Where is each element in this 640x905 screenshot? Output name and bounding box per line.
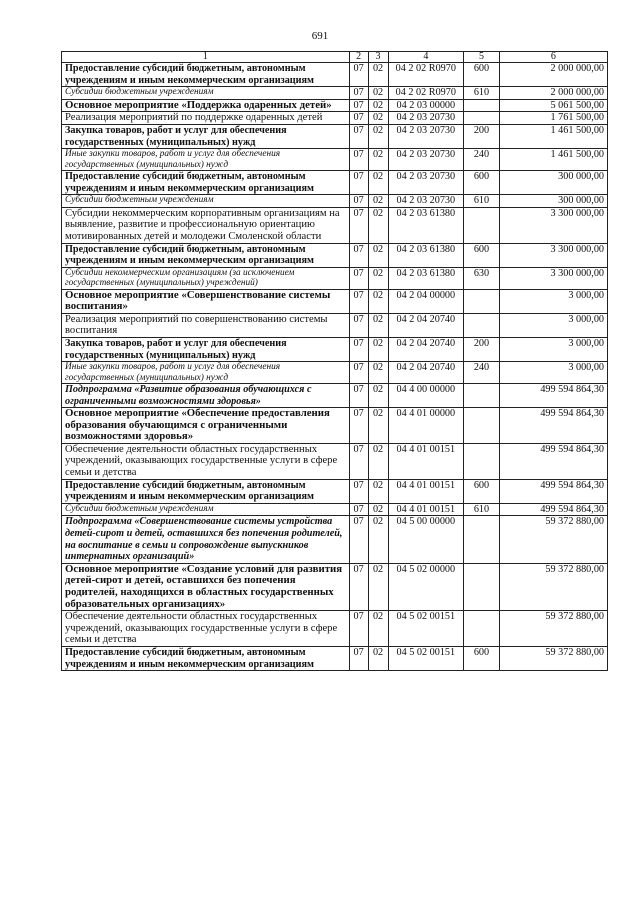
table-row xyxy=(62,337,608,361)
row-target-code: 04 2 02 R0970 xyxy=(388,87,464,100)
row-amount: 2 000 000,00 xyxy=(499,87,607,100)
row-expense-type: 600 xyxy=(464,479,500,503)
row-expense-type xyxy=(464,563,500,610)
row-amount: 1 461 500,00 xyxy=(499,149,607,171)
table-row xyxy=(62,408,608,444)
row-subsection: 02 xyxy=(368,646,388,670)
table-row xyxy=(62,362,608,384)
row-section: 07 xyxy=(349,646,368,670)
row-target-code: 04 2 03 20730 xyxy=(388,149,464,171)
table-row xyxy=(62,503,608,516)
row-name: Закупка товаров, работ и услуг для обеспечения государственных (муниципальных) нужд xyxy=(62,124,350,148)
row-section: 07 xyxy=(349,503,368,516)
row-subsection: 02 xyxy=(368,63,388,87)
row-section: 07 xyxy=(349,362,368,384)
row-target-code: 04 2 03 61380 xyxy=(388,207,464,243)
table-row xyxy=(62,267,608,289)
row-name: Субсидии бюджетным учреждениям xyxy=(62,195,350,208)
row-expense-type: 610 xyxy=(464,195,500,208)
row-subsection: 02 xyxy=(368,443,388,479)
row-section: 07 xyxy=(349,563,368,610)
row-target-code: 04 5 02 00151 xyxy=(388,611,464,647)
table-row xyxy=(62,87,608,100)
row-name: Предоставление субсидий бюджетным, автономным учреждениям и иным некоммерческим организациям xyxy=(62,170,350,194)
row-section: 07 xyxy=(349,170,368,194)
row-name: Основное мероприятие «Создание условий для развития детей-сирот и детей, оставшихся без попечения родителей, находящихся в областных государственных образовательных организациях» xyxy=(62,563,350,610)
row-target-code: 04 2 03 61380 xyxy=(388,243,464,267)
row-section: 07 xyxy=(349,99,368,112)
header-col-3: 3 xyxy=(368,52,388,63)
row-subsection: 02 xyxy=(368,408,388,444)
row-name: Предоставление субсидий бюджетным, автономным учреждениям и иным некоммерческим организациям xyxy=(62,479,350,503)
row-target-code: 04 2 03 20730 xyxy=(388,124,464,148)
row-name: Субсидии некоммерческим организациям (за исключением государственных (муниципальных) учреждений) xyxy=(62,267,350,289)
row-name: Предоставление субсидий бюджетным, автономным учреждениям и иным некоммерческим организациям xyxy=(62,243,350,267)
row-amount: 1 461 500,00 xyxy=(499,124,607,148)
row-name: Иные закупки товаров, работ и услуг для обеспечения государственных (муниципальных) нужд xyxy=(62,362,350,384)
row-subsection: 02 xyxy=(368,383,388,407)
row-amount: 3 300 000,00 xyxy=(499,267,607,289)
table-row xyxy=(62,63,608,87)
row-target-code: 04 4 01 00151 xyxy=(388,443,464,479)
row-section: 07 xyxy=(349,443,368,479)
row-name: Иные закупки товаров, работ и услуг для обеспечения государственных (муниципальных) нужд xyxy=(62,149,350,171)
row-amount: 3 000,00 xyxy=(499,337,607,361)
row-expense-type xyxy=(464,99,500,112)
row-section: 07 xyxy=(349,313,368,337)
table-row xyxy=(62,516,608,563)
row-amount: 499 594 864,30 xyxy=(499,503,607,516)
row-expense-type: 200 xyxy=(464,337,500,361)
row-section: 07 xyxy=(349,207,368,243)
row-target-code: 04 5 02 00000 xyxy=(388,563,464,610)
row-expense-type: 240 xyxy=(464,149,500,171)
row-name: Подпрограмма «Совершенствование системы устройства детей-сирот и детей, оставшихся без попечения родителей, на воспитание в семьи и сопровождение выпускников интернатных организаций» xyxy=(62,516,350,563)
row-subsection: 02 xyxy=(368,337,388,361)
row-expense-type: 240 xyxy=(464,362,500,384)
header-col-2: 2 xyxy=(349,52,368,63)
row-section: 07 xyxy=(349,112,368,125)
table-row xyxy=(62,195,608,208)
row-target-code: 04 2 04 20740 xyxy=(388,362,464,384)
row-target-code: 04 2 03 20730 xyxy=(388,112,464,125)
row-amount: 3 000,00 xyxy=(499,289,607,313)
row-subsection: 02 xyxy=(368,170,388,194)
row-expense-type: 610 xyxy=(464,87,500,100)
table-row xyxy=(62,149,608,171)
row-expense-type xyxy=(464,289,500,313)
table-row xyxy=(62,124,608,148)
row-expense-type xyxy=(464,611,500,647)
row-name: Субсидии бюджетным учреждениям xyxy=(62,503,350,516)
row-subsection: 02 xyxy=(368,611,388,647)
row-amount: 59 372 880,00 xyxy=(499,516,607,563)
row-expense-type: 200 xyxy=(464,124,500,148)
row-expense-type xyxy=(464,516,500,563)
row-expense-type xyxy=(464,207,500,243)
row-amount: 3 300 000,00 xyxy=(499,243,607,267)
row-amount: 3 000,00 xyxy=(499,313,607,337)
row-name: Основное мероприятие «Обеспечение предоставления образования обучающимся с ограниченными возможностями здоровья» xyxy=(62,408,350,444)
row-target-code: 04 2 04 00000 xyxy=(388,289,464,313)
table-header-row xyxy=(62,52,608,63)
row-section: 07 xyxy=(349,124,368,148)
row-target-code: 04 4 01 00000 xyxy=(388,408,464,444)
row-section: 07 xyxy=(349,289,368,313)
table-row xyxy=(62,479,608,503)
row-expense-type xyxy=(464,408,500,444)
row-expense-type: 600 xyxy=(464,63,500,87)
table-row xyxy=(62,243,608,267)
row-amount: 300 000,00 xyxy=(499,170,607,194)
row-subsection: 02 xyxy=(368,479,388,503)
row-subsection: 02 xyxy=(368,124,388,148)
row-name: Обеспечение деятельности областных государственных учреждений, оказывающих государственные услуги в сфере семьи и детства xyxy=(62,443,350,479)
row-target-code: 04 5 00 00000 xyxy=(388,516,464,563)
row-target-code: 04 4 00 00000 xyxy=(388,383,464,407)
table-body xyxy=(62,63,608,671)
row-target-code: 04 2 03 61380 xyxy=(388,267,464,289)
row-section: 07 xyxy=(349,63,368,87)
row-subsection: 02 xyxy=(368,195,388,208)
row-expense-type: 610 xyxy=(464,503,500,516)
row-expense-type: 600 xyxy=(464,170,500,194)
table-row xyxy=(62,170,608,194)
row-subsection: 02 xyxy=(368,362,388,384)
row-subsection: 02 xyxy=(368,267,388,289)
row-name: Субсидии бюджетным учреждениям xyxy=(62,87,350,100)
row-expense-type xyxy=(464,443,500,479)
row-amount: 59 372 880,00 xyxy=(499,611,607,647)
row-subsection: 02 xyxy=(368,112,388,125)
row-target-code: 04 2 03 20730 xyxy=(388,195,464,208)
row-target-code: 04 2 04 20740 xyxy=(388,337,464,361)
row-amount: 3 300 000,00 xyxy=(499,207,607,243)
row-target-code: 04 4 01 00151 xyxy=(388,479,464,503)
row-amount: 499 594 864,30 xyxy=(499,479,607,503)
table-row xyxy=(62,207,608,243)
row-section: 07 xyxy=(349,516,368,563)
row-section: 07 xyxy=(349,383,368,407)
row-expense-type: 600 xyxy=(464,243,500,267)
row-subsection: 02 xyxy=(368,563,388,610)
row-subsection: 02 xyxy=(368,149,388,171)
row-section: 07 xyxy=(349,267,368,289)
row-subsection: 02 xyxy=(368,207,388,243)
page-number: 691 xyxy=(311,30,329,42)
table-row xyxy=(62,99,608,112)
row-target-code: 04 2 03 20730 xyxy=(388,170,464,194)
row-expense-type xyxy=(464,112,500,125)
row-amount: 2 000 000,00 xyxy=(499,63,607,87)
row-section: 07 xyxy=(349,479,368,503)
table-row xyxy=(62,646,608,670)
row-amount: 1 761 500,00 xyxy=(499,112,607,125)
row-expense-type: 600 xyxy=(464,646,500,670)
header-col-4: 4 xyxy=(388,52,464,63)
row-target-code: 04 2 02 R0970 xyxy=(388,63,464,87)
row-subsection: 02 xyxy=(368,243,388,267)
row-amount: 59 372 880,00 xyxy=(499,563,607,610)
row-section: 07 xyxy=(349,149,368,171)
row-target-code: 04 4 01 00151 xyxy=(388,503,464,516)
row-subsection: 02 xyxy=(368,503,388,516)
header-col-5: 5 xyxy=(464,52,500,63)
row-section: 07 xyxy=(349,195,368,208)
row-amount: 3 000,00 xyxy=(499,362,607,384)
table-row xyxy=(62,289,608,313)
table-row xyxy=(62,563,608,610)
row-amount: 499 594 864,30 xyxy=(499,443,607,479)
row-expense-type xyxy=(464,383,500,407)
row-subsection: 02 xyxy=(368,87,388,100)
row-section: 07 xyxy=(349,408,368,444)
row-amount: 499 594 864,30 xyxy=(499,383,607,407)
row-expense-type xyxy=(464,313,500,337)
row-amount: 300 000,00 xyxy=(499,195,607,208)
row-section: 07 xyxy=(349,337,368,361)
row-subsection: 02 xyxy=(368,516,388,563)
row-name: Предоставление субсидий бюджетным, автономным учреждениям и иным некоммерческим организациям xyxy=(62,63,350,87)
header-col-1: 1 xyxy=(62,52,350,63)
row-name: Основное мероприятие «Поддержка одаренных детей» xyxy=(62,99,350,112)
row-section: 07 xyxy=(349,611,368,647)
table-row xyxy=(62,112,608,125)
row-name: Реализация мероприятий по поддержке одаренных детей xyxy=(62,112,350,125)
row-target-code: 04 2 03 00000 xyxy=(388,99,464,112)
row-target-code: 04 2 04 20740 xyxy=(388,313,464,337)
row-target-code: 04 5 02 00151 xyxy=(388,646,464,670)
row-name: Предоставление субсидий бюджетным, автономным учреждениям и иным некоммерческим организациям xyxy=(62,646,350,670)
row-name: Реализация мероприятий по совершенствованию системы воспитания xyxy=(62,313,350,337)
row-name: Субсидии некоммерческим корпоративным организациям на выявление, развитие и профессиональную ориентацию мотивированных детей и молодежи Смоленской области xyxy=(62,207,350,243)
row-name: Основное мероприятие «Совершенствование системы воспитания» xyxy=(62,289,350,313)
row-amount: 5 061 500,00 xyxy=(499,99,607,112)
table-row xyxy=(62,313,608,337)
row-amount: 499 594 864,30 xyxy=(499,408,607,444)
table-row xyxy=(62,611,608,647)
row-name: Закупка товаров, работ и услуг для обеспечения государственных (муниципальных) нужд xyxy=(62,337,350,361)
table-row xyxy=(62,443,608,479)
row-subsection: 02 xyxy=(368,99,388,112)
row-section: 07 xyxy=(349,243,368,267)
row-name: Подпрограмма «Развитие образования обучающихся с ограниченными возможностями здоровья» xyxy=(62,383,350,407)
row-name: Обеспечение деятельности областных государственных учреждений, оказывающих государственные услуги в сфере семьи и детства xyxy=(62,611,350,647)
row-subsection: 02 xyxy=(368,313,388,337)
row-subsection: 02 xyxy=(368,289,388,313)
table-row xyxy=(62,383,608,407)
row-section: 07 xyxy=(349,87,368,100)
row-expense-type: 630 xyxy=(464,267,500,289)
header-col-6: 6 xyxy=(499,52,607,63)
budget-table xyxy=(61,51,608,671)
row-amount: 59 372 880,00 xyxy=(499,646,607,670)
